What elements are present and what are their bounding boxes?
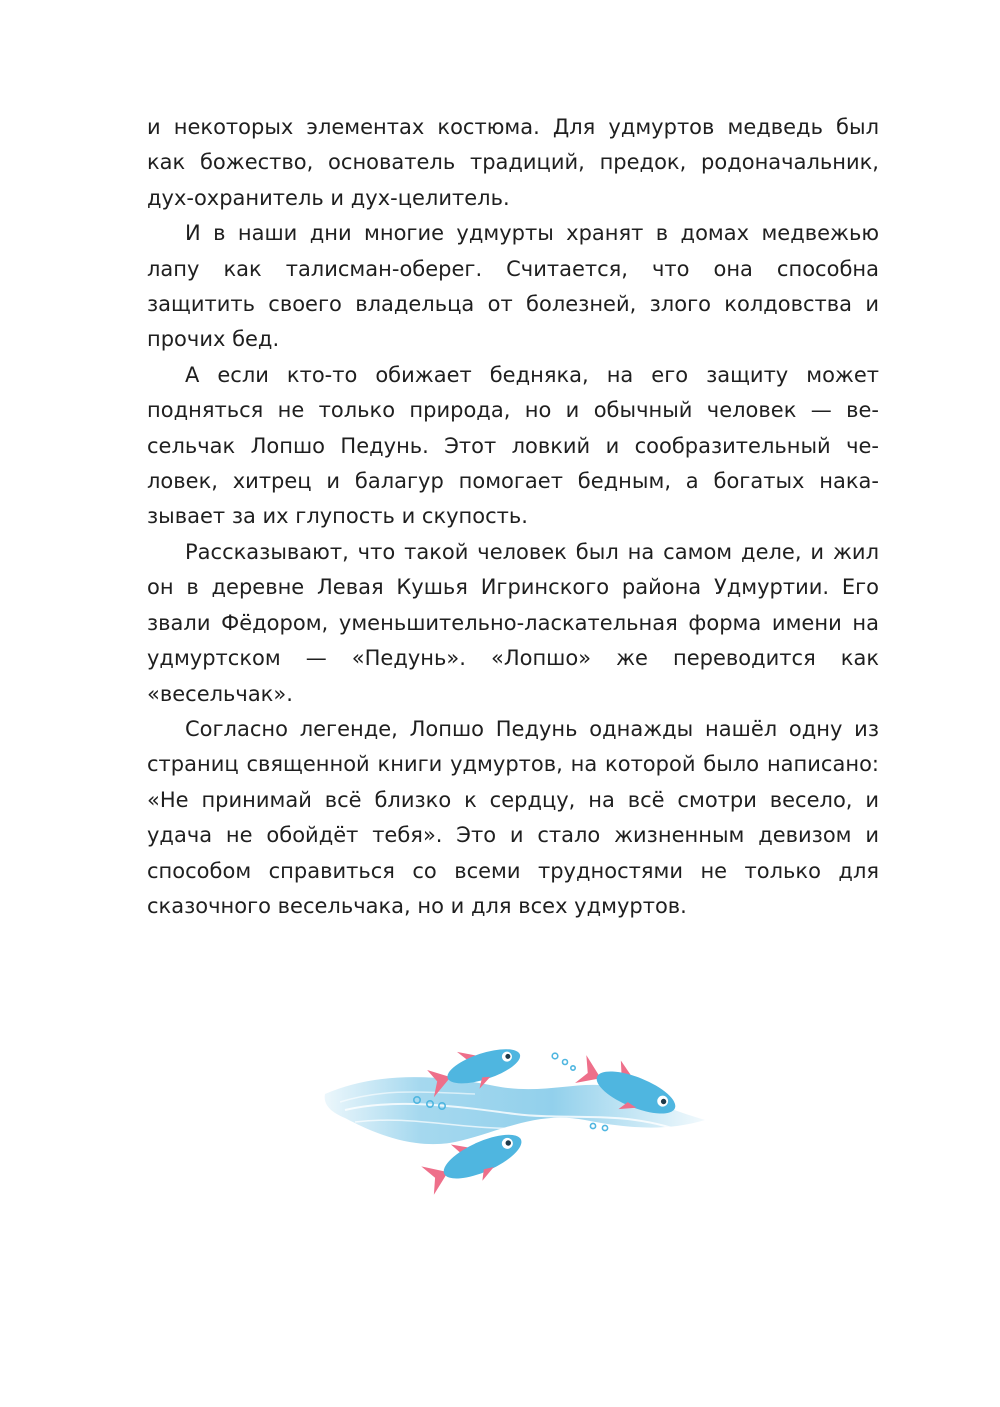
paragraph: А если кто-то обижает бедняка, на его защиту может подняться не только природа, но и обычный человек — весельчак Лопшо Педунь. Этот ловкий и сообразительный человек, хитрец и балагур помогает бедным, а богатых наказывает за их глупость и скупость. bbox=[147, 362, 879, 529]
paragraph: Рассказывают, что такой человек был на самом деле, и жил он в деревне Левая Кушья Игринского района Удмуртии. Его звали Фёдором, уменьшительно-ласкательная форма имени на удмуртском — «Педунь». «Лопшо» же переводится как «весельчак». bbox=[147, 539, 879, 706]
body-text bbox=[147, 110, 879, 924]
fish-in-water-illustration bbox=[285, 1022, 755, 1227]
paragraph-continuation: и некоторых элементах костюма. Для удмуртов медведь был как божество, основатель традиций, предок, родоначальник, дух-охранитель и дух-целитель. bbox=[147, 115, 879, 210]
paragraph: И в наши дни многие удмурты хранят в домах медвежью лапу как талисман-оберег. Считается, что она способна защитить своего владельца от болезней, злого колдовства и прочих бед. bbox=[147, 221, 879, 352]
paragraph: Согласно легенде, Лопшо Педунь однажды нашёл одну из страниц священной книги удмуртов, на которой было написано: «Не принимай всё близко к сердцу, на всё смотри весело, и удача не обойдёт тебя». Это и стало жизненным девизом и способом справиться со всеми трудностями не только для сказочного весельчака, но и для всех удмуртов. bbox=[147, 716, 879, 918]
